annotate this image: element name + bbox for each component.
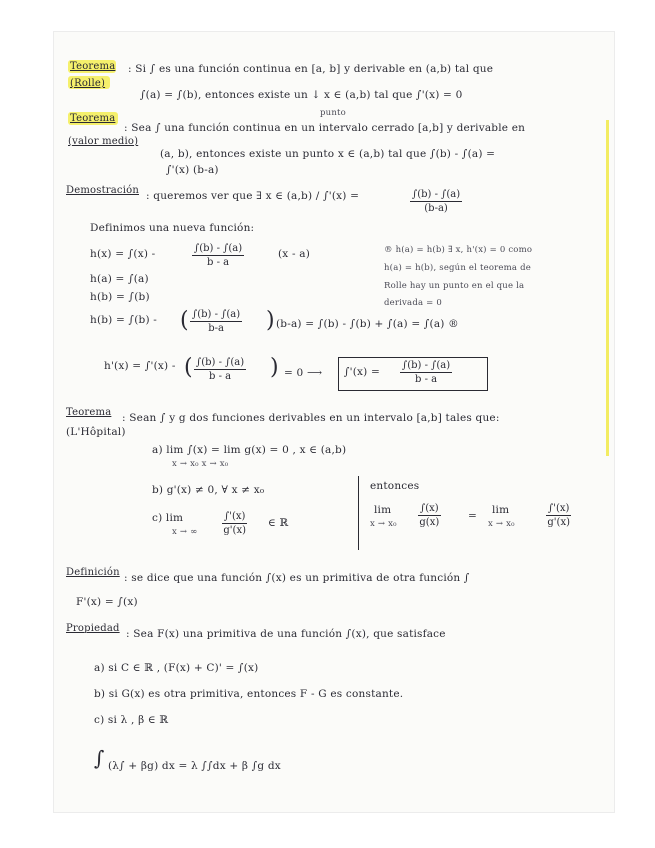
fraction-denominator: b - a	[415, 374, 438, 385]
separator-line	[358, 476, 359, 550]
propiedad-line-1: : Sea F(x) una primitiva de una función ∫(x), que satisface	[126, 628, 446, 640]
h-prime-eq: = 0 ⟶	[284, 367, 323, 379]
fraction-denominator: b - a	[207, 257, 230, 268]
lhopital-condition-a: a) lim ∫(x) = lim g(x) = 0 , x ∈ (a,b)	[152, 444, 347, 456]
h-definition-rhs: (x - a)	[278, 248, 310, 260]
definicion-label: Definición	[66, 567, 120, 578]
definicion-line-2: F'(x) = ∫(x)	[76, 596, 138, 608]
fraction-denominator: b - a	[209, 371, 232, 382]
fraction-numerator: ∫(x)	[420, 503, 439, 514]
fraction-denominator: g(x)	[419, 517, 440, 528]
lhopital-condition-a-sub: x → x₀ x → x₀	[172, 459, 229, 469]
fraction-denominator: g'(x)	[223, 525, 246, 536]
definicion-line-1: : se dice que una función ∫(x) es un primitiva de otra función ∫	[124, 572, 470, 584]
lhopital-condition-b: b) g'(x) ≠ 0, ∀ x ≠ x₀	[152, 484, 265, 496]
lhopital-then-sub-2: x → x₀	[488, 519, 515, 529]
lhopital-condition-c: c) lim	[152, 512, 184, 524]
propiedad-b: b) si G(x) es otra primitiva, entonces F - G es constante.	[94, 688, 404, 700]
propiedad-c: c) si λ , β ∈ ℝ	[94, 714, 169, 726]
fraction-numerator: ∫(b) - ∫(a)	[194, 243, 243, 254]
fraction-numerator: ∫(b) - ∫(a)	[412, 189, 461, 200]
h-of-b-tail: (b-a) = ∫(b) - ∫(b) + ∫(a) = ∫(a) ®	[276, 318, 459, 330]
margin-highlight-line	[606, 120, 609, 456]
left-paren: (	[184, 355, 193, 380]
h-of-b: h(b) = ∫(b)	[90, 291, 150, 303]
side-note-4: derivada = 0	[384, 298, 442, 308]
demostracion-label: Demostración	[66, 185, 139, 196]
fraction-numerator: ∫(b) - ∫(a)	[196, 357, 245, 368]
h-prime-lhs: h'(x) = ∫'(x) -	[104, 360, 176, 372]
right-paren: )	[266, 308, 275, 333]
h-of-a: h(a) = ∫(a)	[90, 273, 149, 285]
fraction-numerator: ∫(b) - ∫(a)	[402, 360, 451, 371]
lhopital-then-lim-2: lim	[492, 504, 510, 516]
left-paren: (	[180, 308, 189, 333]
rolle-label: Teorema	[70, 61, 116, 72]
lhopital-sublabel: (L'Hôpital)	[66, 426, 126, 438]
valor-medio-line-2: (a, b), entonces existe un punto x ∈ (a,b) tal que ∫(b) - ∫(a) =	[160, 148, 496, 160]
boxed-fraction	[400, 359, 452, 386]
lhopital-condition-c-tail: ∈ ℝ	[268, 517, 289, 529]
rolle-note: punto	[320, 108, 346, 118]
boxed-lhs: ∫'(x) =	[344, 366, 381, 378]
right-paren: )	[270, 355, 279, 380]
fraction-numerator: ∫'(x)	[548, 503, 570, 514]
h-prime-fraction	[194, 356, 246, 383]
lhopital-intro: : Sean ∫ y g dos funciones derivables en un intervalo [a,b] tales que:	[122, 412, 500, 424]
lhopital-then-lim-1: lim	[374, 504, 392, 516]
h-definition-fraction	[192, 242, 244, 269]
h-definition-lhs: h(x) = ∫(x) -	[90, 248, 156, 260]
side-note-1: ® h(a) = h(b) ∃ x, h'(x) = 0 como	[384, 245, 533, 255]
valor-medio-line-3: ∫'(x) (b-a)	[166, 164, 219, 176]
lhopital-then-fraction-2	[546, 502, 571, 529]
define-line: Definimos una nueva función:	[90, 222, 255, 234]
lhopital-condition-c-fraction	[222, 510, 247, 537]
integral-linearity: (λ∫ + βg) dx = λ ∫∫dx + β ∫g dx	[108, 760, 281, 772]
lhopital-then-sub-1: x → x₀	[370, 519, 397, 529]
rolle-line-2: ∫(a) = ∫(b), entonces existe un ↓ x ∈ (a,b) tal que ∫'(x) = 0	[140, 89, 463, 101]
valor-medio-line-1: : Sea ∫ una función continua en un intervalo cerrado [a,b] y derivable en	[124, 122, 526, 134]
lhopital-condition-c-sub: x → ∞	[172, 527, 198, 537]
propiedad-label: Propiedad	[66, 623, 120, 634]
propiedad-a: a) si C ∈ ℝ , (F(x) + C)' = ∫(x)	[94, 662, 259, 674]
side-note-2: h(a) = h(b), según el teorema de	[384, 263, 531, 273]
rolle-line-1: : Si ∫ es una función continua en [a, b] y derivable en (a,b) tal que	[128, 63, 494, 75]
fraction-denominator: b-a	[208, 323, 224, 334]
fraction-numerator: ∫'(x)	[224, 511, 246, 522]
fraction-denominator: (b-a)	[424, 203, 448, 214]
fraction-numerator: ∫(b) - ∫(a)	[192, 309, 241, 320]
demostracion-fraction	[410, 188, 462, 215]
demostracion-intro: : queremos ver que ∃ x ∈ (a,b) / ∫'(x) =	[146, 190, 360, 202]
lhopital-then-eq: =	[468, 510, 477, 522]
h-of-b-expand: h(b) = ∫(b) -	[90, 314, 158, 326]
integral-sign: ∫	[94, 746, 105, 770]
side-note-3: Rolle hay un punto en el que la	[384, 281, 525, 291]
lhopital-then-fraction-1	[418, 502, 441, 529]
lhopital-then: entonces	[370, 480, 420, 492]
h-of-b-fraction	[190, 308, 242, 335]
lhopital-label: Teorema	[66, 407, 112, 418]
rolle-sublabel: (Rolle)	[70, 78, 106, 89]
fraction-denominator: g'(x)	[547, 517, 570, 528]
valor-medio-label: Teorema	[70, 113, 116, 124]
valor-medio-sublabel: (valor medio)	[68, 136, 139, 147]
